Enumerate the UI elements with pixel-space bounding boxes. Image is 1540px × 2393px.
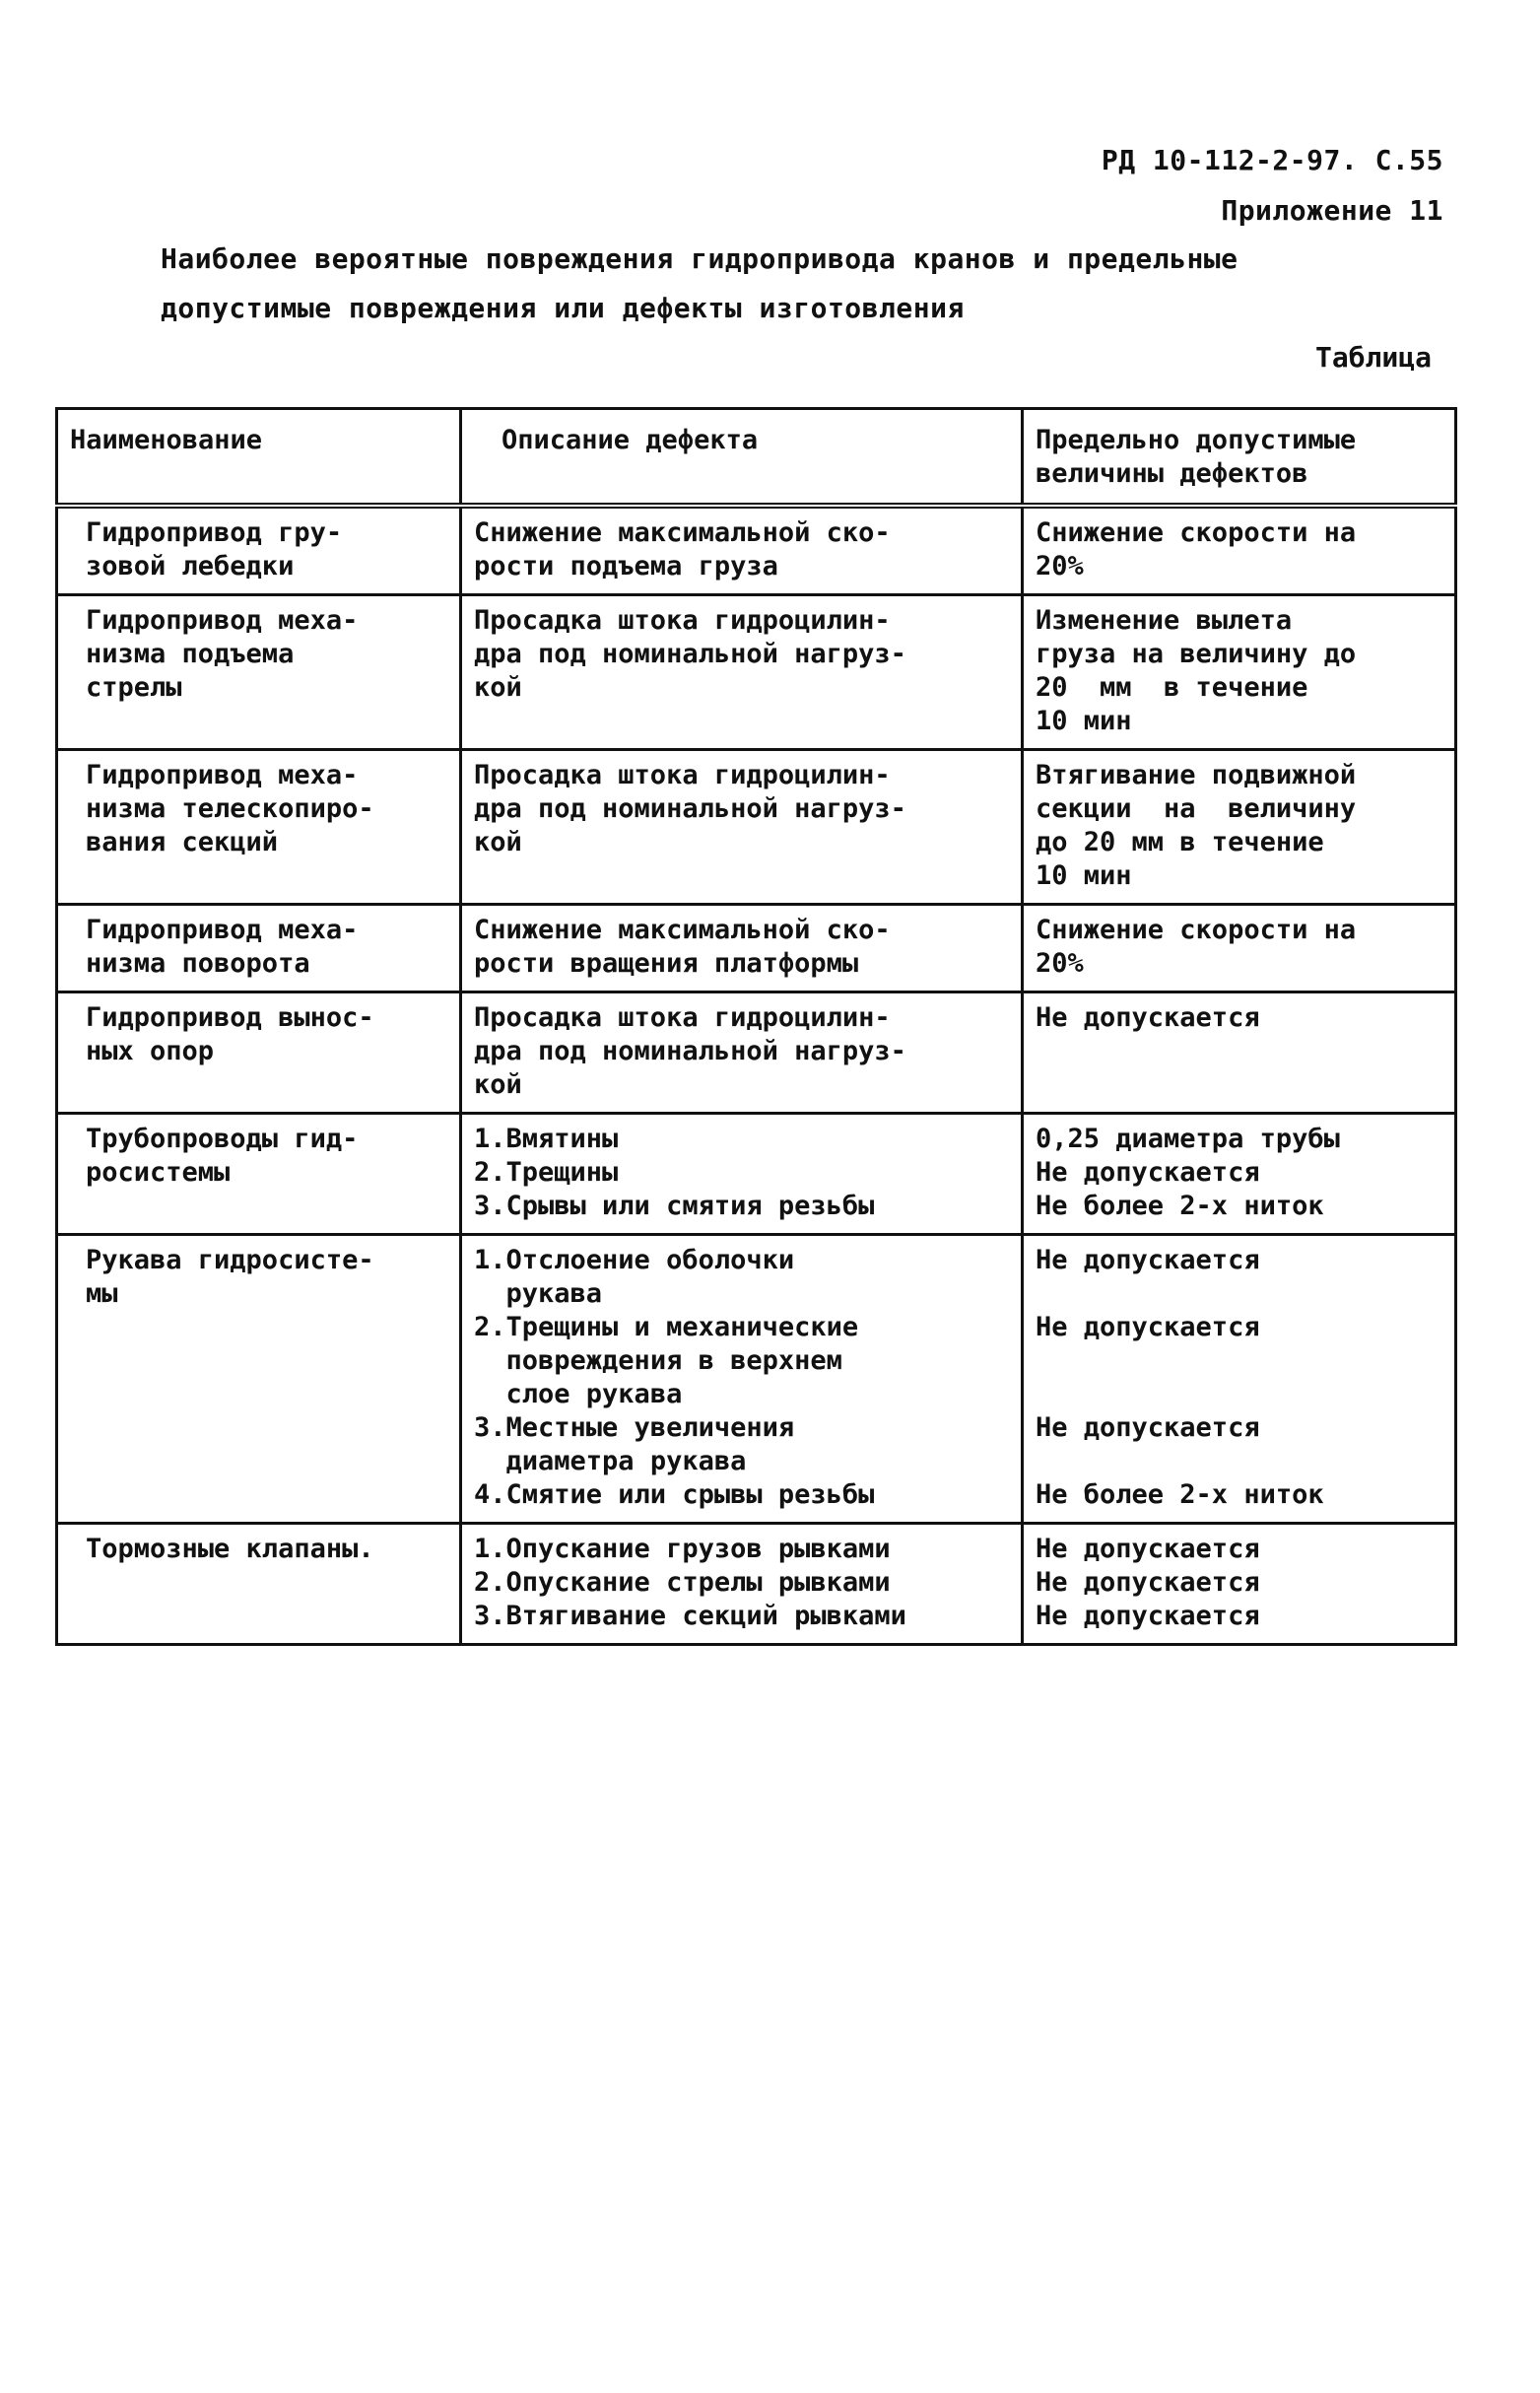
- cell-limit: Изменение вылета груза на величину до 20 мм в течение 10 мин: [1023, 595, 1456, 750]
- table-row: [57, 905, 1456, 992]
- cell-defect: Снижение максимальной ско- рости подъема груза: [461, 506, 1023, 595]
- table-row: [57, 750, 1456, 905]
- table-row: [57, 506, 1456, 595]
- table-row: [57, 1235, 1456, 1524]
- cell-limit: Не допускается Не допускается Не допускается: [1023, 1524, 1456, 1645]
- cell-name: Гидропривод меха- низма поворота: [57, 905, 461, 992]
- cell-defect: Просадка штока гидроцилин- дра под номинальной нагруз- кой: [461, 595, 1023, 750]
- cell-limit: 0,25 диаметра трубы Не допускается Не более 2-х ниток: [1023, 1114, 1456, 1235]
- header-defect: Описание дефекта: [461, 409, 1023, 507]
- cell-defect: Просадка штока гидроцилин- дра под номинальной нагруз- кой: [461, 992, 1023, 1114]
- table-row: [57, 595, 1456, 750]
- cell-name: Тормозные клапаны.: [57, 1524, 461, 1645]
- document-code: РД 10-112-2-97. С.55: [1101, 144, 1443, 176]
- cell-name: Рукава гидросисте- мы: [57, 1235, 461, 1524]
- cell-limit: Втягивание подвижной секции на величину до 20 мм в течение 10 мин: [1023, 750, 1456, 905]
- table-row: [57, 1524, 1456, 1645]
- appendix-label: Приложение 11: [1221, 194, 1443, 227]
- cell-defect: 1.Опускание грузов рывками 2.Опускание стрелы рывками 3.Втягивание секций рывками: [461, 1524, 1023, 1645]
- cell-name: Гидропривод меха- низма подъема стрелы: [57, 595, 461, 750]
- cell-limit: Снижение скорости на 20%: [1023, 506, 1456, 595]
- header-name: Наименование: [57, 409, 461, 507]
- table-row: [57, 1114, 1456, 1235]
- cell-limit: Не допускается Не допускается Не допускается Не более 2-х ниток: [1023, 1235, 1456, 1524]
- header-limit: Предельно допустимые величины дефектов: [1023, 409, 1456, 507]
- table-row: [57, 992, 1456, 1114]
- cell-name: Трубопроводы гид- росистемы: [57, 1114, 461, 1235]
- table-header-row: [57, 409, 1456, 507]
- defects-table: [55, 407, 1457, 1646]
- cell-name: Гидропривод меха- низма телескопиро- вания секций: [57, 750, 461, 905]
- cell-defect: 1.Вмятины 2.Трещины 3.Срывы или смятия резьбы: [461, 1114, 1023, 1235]
- cell-name: Гидропривод выноc- ных опор: [57, 992, 461, 1114]
- document-title-line-1: Наиболее вероятные повреждения гидропривода кранов и предельные: [161, 242, 1239, 275]
- cell-defect: 1.Отслоение оболочки рукава 2.Трещины и механические повреждения в верхнем слое рукава 3.Местные увеличения диаметра рукава 4.Смятие или срывы резьбы: [461, 1235, 1023, 1524]
- cell-defect: Просадка штока гидроцилин- дра под номинальной нагруз- кой: [461, 750, 1023, 905]
- document-title-line-2: допустимые повреждения или дефекты изготовления: [161, 292, 965, 324]
- cell-defect: Снижение максимальной ско- рости вращения платформы: [461, 905, 1023, 992]
- table-caption: Таблица: [1314, 341, 1432, 374]
- cell-name: Гидропривод гру- зовой лебедки: [57, 506, 461, 595]
- cell-limit: Снижение скорости на 20%: [1023, 905, 1456, 992]
- cell-limit: Не допускается: [1023, 992, 1456, 1114]
